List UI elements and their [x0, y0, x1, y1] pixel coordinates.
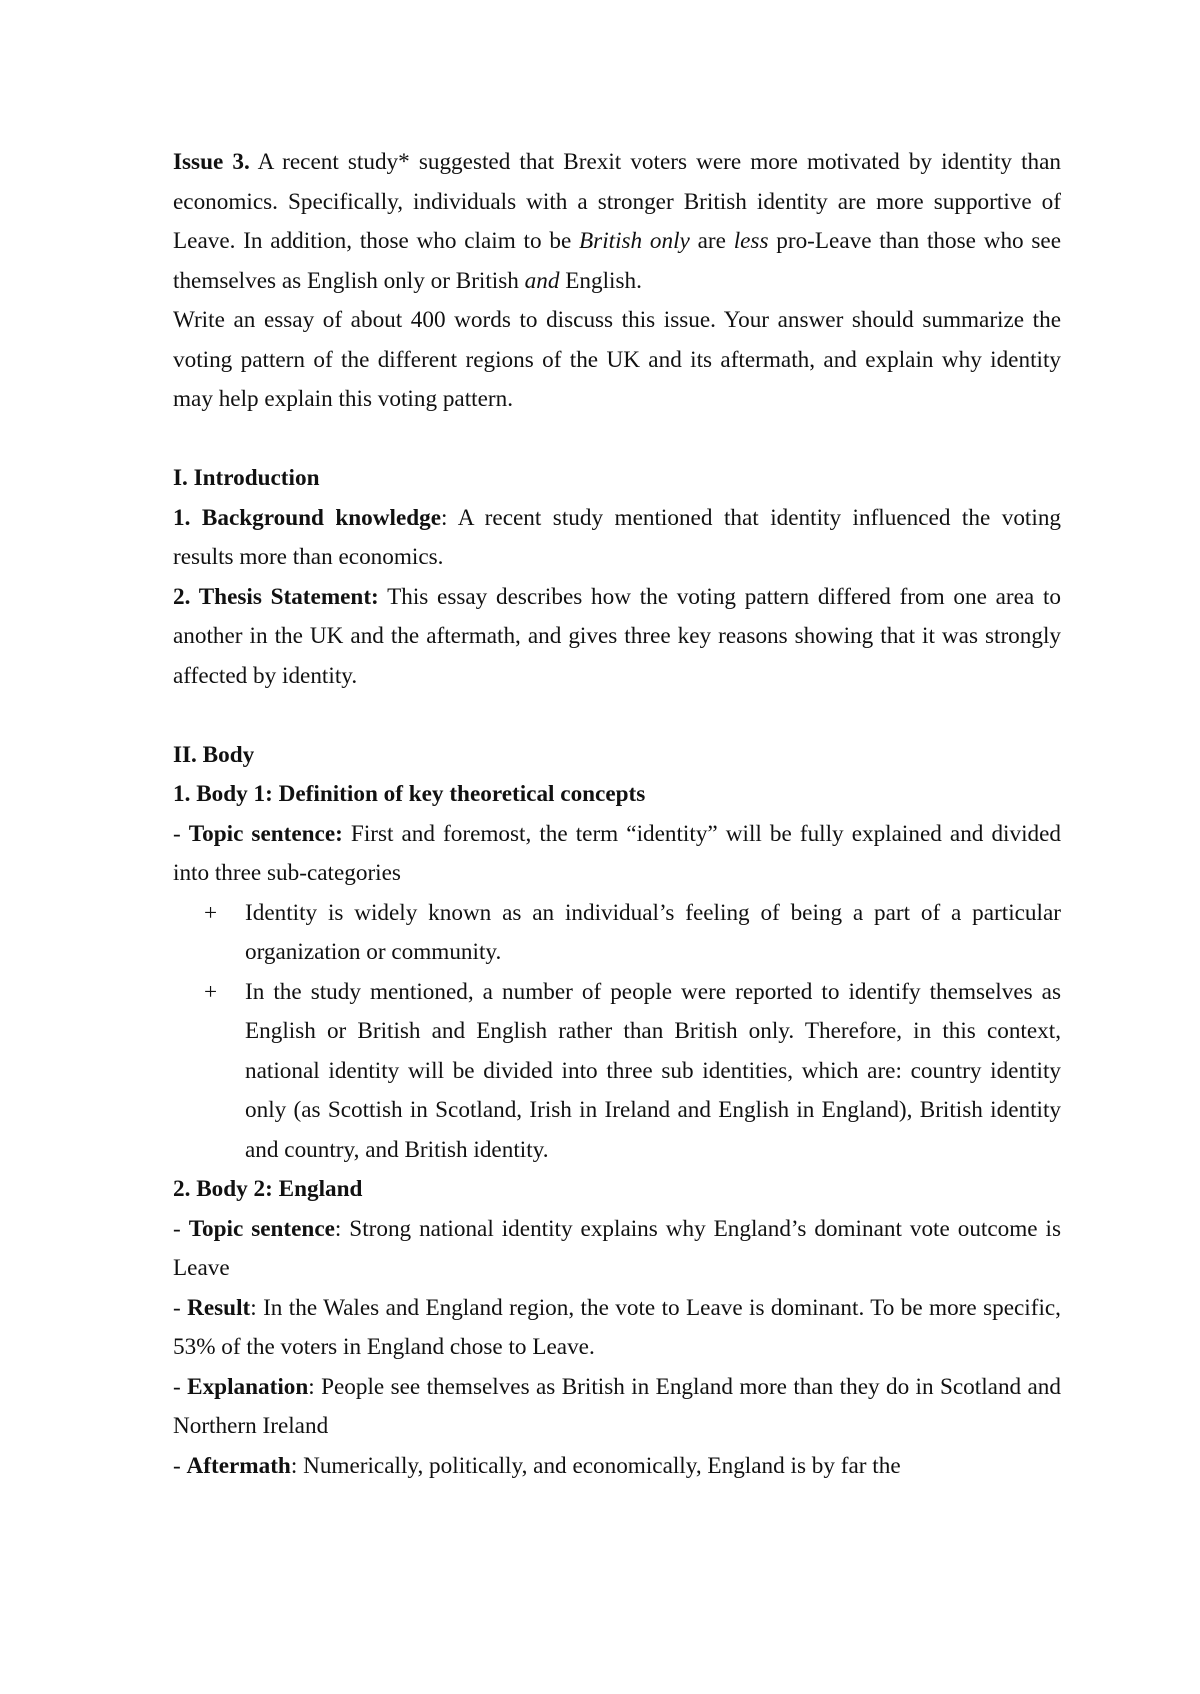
spacer — [173, 696, 1061, 736]
body1-topic-label: Topic sentence: — [188, 820, 343, 847]
plus-bullet-icon: + — [204, 978, 218, 1005]
task-paragraph: Write an essay of about 400 words to discuss this issue. Your answer should summarize the voting pattern of the different regions of the UK and its aftermath, and explain why identity may help explain this voting pattern. — [173, 307, 1061, 412]
body2-heading-text: 2. Body 2: England — [173, 1176, 363, 1202]
body1-bullet-1 — [204, 894, 1061, 973]
background-paragraph — [173, 499, 1061, 578]
body2-explanation-prefix: - — [173, 1373, 188, 1400]
body1-topic-prefix: - — [173, 820, 189, 847]
body2-heading — [173, 1170, 1061, 1210]
body-heading-text: II. Body — [173, 741, 255, 768]
body2-aftermath-label: Aftermath — [186, 1452, 291, 1479]
issue-text-4: English. — [559, 267, 642, 294]
body2-explanation-text: : People see themselves as British in England more than they do in Scotland and Northern Ireland — [173, 1373, 1061, 1439]
body-heading — [173, 736, 1061, 776]
issue-italic-british-only: British only — [579, 228, 690, 254]
body2-topic-prefix: - — [173, 1215, 189, 1242]
thesis-paragraph — [173, 578, 1061, 697]
issue-italic-less: less — [733, 228, 769, 254]
issue-text-1: A recent study* suggested that Brexit voters were more motivated by identity than economics. Specifically, individuals with a stronger British identity are more supportive of Leave. In addition, those who claim to be — [173, 149, 1062, 254]
intro-heading — [173, 459, 1061, 499]
background-text: : A recent study mentioned that identity influenced the voting results more than economics. — [173, 504, 1062, 570]
body1-bullet-1-text: Identity is widely known as an individual’s feeling of being a part of a particular organization or community. — [245, 899, 1061, 965]
body2-topic-label: Topic sentence — [188, 1215, 335, 1242]
body2-result-label: Result — [187, 1294, 251, 1321]
body1-bullet-2 — [204, 973, 1061, 1171]
body2-result-text: : In the Wales and England region, the vote to Leave is dominant. To be more specific, 53% of the voters in England chose to Leave. — [173, 1294, 1061, 1360]
body1-topic-paragraph — [173, 815, 1061, 894]
body1-bullet-2-text: In the study mentioned, a number of people were reported to identify themselves as English or British and English rather than British only. Therefore, in this context, national identity will be divided into three sub identities, which are: country identity only (as Scottish in Scotland, Irish in Ireland and English in England), British identity and country, and British identity. — [245, 978, 1061, 1163]
body2-topic-text: : Strong national identity explains why England’s dominant vote outcome is Leave — [173, 1215, 1062, 1281]
body2-aftermath-paragraph — [173, 1447, 1061, 1487]
body2-aftermath-prefix: - — [173, 1452, 187, 1479]
body1-topic-text: First and foremost, the term “identity” will be fully explained and divided into three sub-categories — [173, 820, 1061, 886]
issue-text-3: pro-Leave than those who see themselves as English only or British — [173, 228, 1062, 294]
intro-heading-text: I. Introduction — [173, 465, 320, 491]
spacer — [173, 420, 1061, 460]
body2-result-prefix: - — [173, 1294, 188, 1321]
body1-heading-text: 1. Body 1: Definition of key theoretical concepts — [173, 781, 646, 807]
issue-label: Issue 3. — [173, 149, 250, 175]
issue-paragraph — [173, 143, 1061, 301]
issue-italic-and: and — [524, 267, 560, 294]
body1-heading — [173, 775, 1061, 815]
issue-text-2: are — [689, 228, 734, 254]
body2-result-paragraph — [173, 1289, 1061, 1368]
background-label: 1. Background knowledge — [173, 504, 442, 531]
body2-explanation-paragraph — [173, 1368, 1061, 1447]
plus-bullet-icon: + — [204, 899, 218, 926]
document-body — [173, 143, 1061, 1486]
body2-explanation-label: Explanation — [187, 1373, 309, 1400]
body2-topic-paragraph — [173, 1210, 1061, 1289]
thesis-label: 2. Thesis Statement: — [173, 583, 379, 610]
body2-aftermath-text: : Numerically, politically, and economically, England is by far the — [290, 1452, 901, 1479]
thesis-text: This essay describes how the voting pattern differed from one area to another in the UK and the aftermath, and gives three key reasons showing that it was strongly affected by identity. — [173, 583, 1061, 689]
